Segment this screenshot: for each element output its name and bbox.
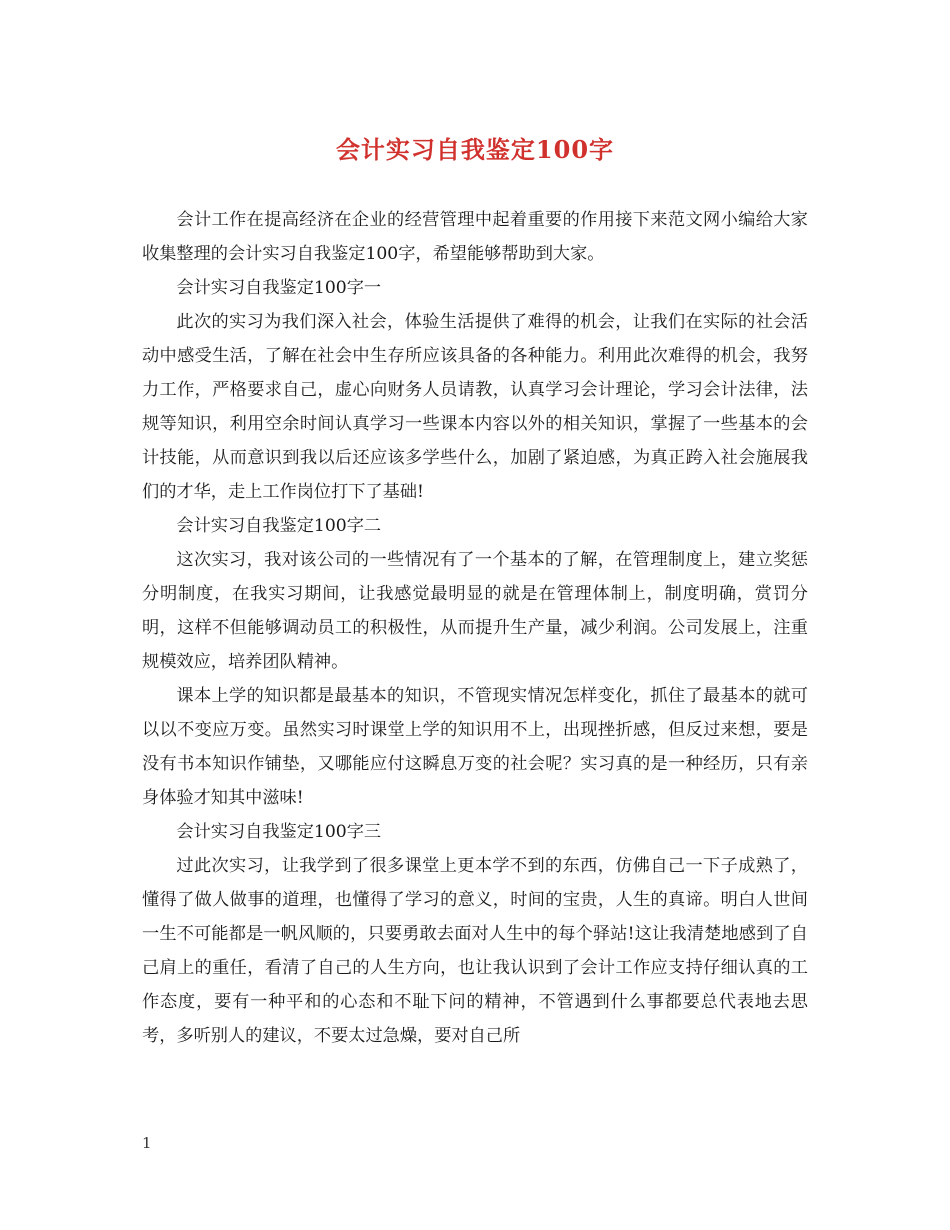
section-heading-3: 会计实习自我鉴定100字三 [176,822,382,842]
paragraph-section-2b: 课本上学的知识都是最基本的知识，不管现实情况怎样变化，抓住了最基本的就可以以不变应万变。虽然实习时课堂上学的知识用不上，出现挫折感，但反过来想，要是没有书本知识作铺垫，又哪能应付这瞬息万变的社会呢？实习真的是一种经历，只有亲身体验才知其中滋味! [142,686,808,808]
document-title: 会计实习自我鉴定100字 [335,135,615,164]
section-heading-2: 会计实习自我鉴定100字二 [176,516,382,536]
paragraph-section-3: 过此次实习，让我学到了很多课堂上更本学不到的东西，仿佛自己一下子成熟了，懂得了做人做事的道理，也懂得了学习的意义，时间的宝贵，人生的真谛。明白人世间一生不可能都是一帆风顺的，只要勇敢去面对人生中的每个驿站!这让我清楚地感到了自己肩上的重任，看清了自己的人生方向，也让我认识到了会计工作应支持仔细认真的工作态度，要有一种平和的心态和不耻下问的精神，不管遇到什么事都要总代表地去思考，多听别人的建议，不要太过急燥，要对自己所 [142,856,808,1046]
document-body [142,203,808,1053]
section-heading-1: 会计实习自我鉴定100字一 [176,278,382,298]
paragraph-section-2a: 这次实习，我对该公司的一些情况有了一个基本的了解，在管理制度上，建立奖惩分明制度，在我实习期间，让我感觉最明显的就是在管理体制上，制度明确，赏罚分明，这样不但能够调动员工的积极性，从而提升生产量，减少利润。公司发展上，注重规模效应，培养团队精神。 [142,550,808,672]
paragraph-intro: 会计工作在提高经济在企业的经营管理中起着重要的作用接下来范文网小编给大家收集整理的会计实习自我鉴定100字，希望能够帮助到大家。 [142,210,808,264]
paragraph-section-1: 此次的实习为我们深入社会，体验生活提供了难得的机会，让我们在实际的社会活动中感受生活，了解在社会中生存所应该具备的各种能力。利用此次难得的机会，我努力工作，严格要求自己，虚心向财务人员请教，认真学习会计理论，学习会计法律，法规等知识，利用空余时间认真学习一些课本内容以外的相关知识，掌握了一些基本的会计技能，从而意识到我以后还应该多学些什么，加剧了紧迫感，为真正跨入社会施展我们的才华，走上工作岗位打下了基础! [142,312,808,502]
page-number: 1 [142,1134,152,1152]
